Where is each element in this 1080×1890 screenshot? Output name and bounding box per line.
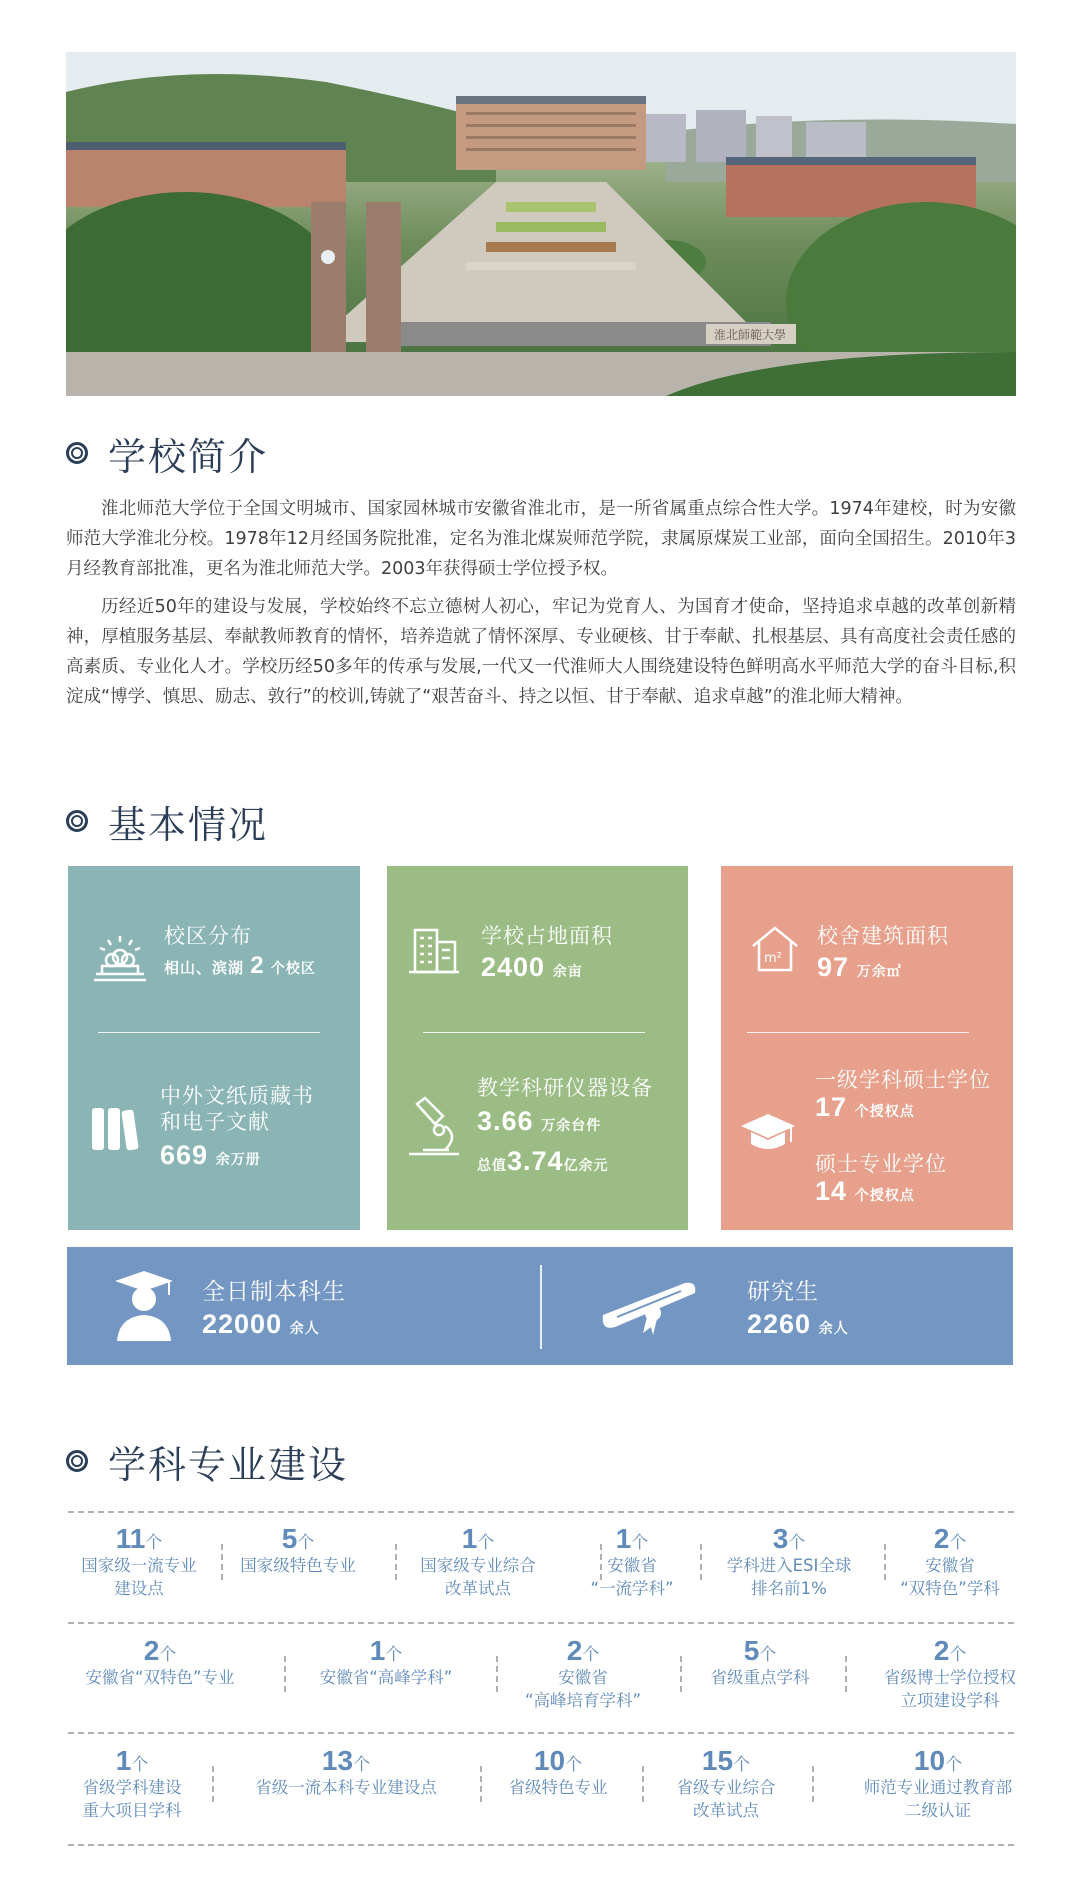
- area-count: 2400: [481, 952, 546, 982]
- stat-desc-line1: 安徽省: [558, 1668, 608, 1687]
- grid-divider: [68, 1732, 1014, 1734]
- stat-number: 2: [566, 1635, 583, 1666]
- gate-sign-text: 淮北師範大學: [714, 328, 787, 342]
- stat-desc-line2: 立项建设学科: [900, 1691, 1000, 1710]
- master-first-unit: 个授权点: [854, 1104, 915, 1120]
- stat-count: [22, 1746, 242, 1776]
- discipline-stat: [236, 1746, 456, 1799]
- basic-title-text: 基本情况: [108, 802, 269, 847]
- stat-number: 11: [115, 1523, 146, 1554]
- stat-desc-line1: 省级博士学位授权: [884, 1668, 1016, 1687]
- stat-desc-line1: 安徽省“双特色”专业: [85, 1668, 235, 1687]
- stat-number: 3: [772, 1523, 789, 1554]
- graduation-cap-icon: [739, 1110, 797, 1156]
- campus-gate-icon: [90, 930, 150, 982]
- circle-bullet-icon: [66, 442, 88, 464]
- area-label: 学校占地面积: [481, 924, 613, 948]
- card-divider: [98, 1032, 320, 1033]
- column-separator: [845, 1656, 847, 1692]
- building-icon: [407, 926, 461, 976]
- master-first-count: 17: [815, 1092, 848, 1122]
- building-count: 97: [817, 952, 850, 982]
- stat-number: 1: [461, 1523, 478, 1554]
- column-separator: [600, 1544, 602, 1580]
- master-first-value: [815, 1092, 915, 1123]
- circle-bullet-icon: [66, 1450, 88, 1472]
- intro-title-text: 学校简介: [108, 434, 269, 479]
- stat-count: [650, 1636, 870, 1666]
- graduate-count: 2260: [747, 1309, 812, 1339]
- stat-desc-line2: 二级认证: [905, 1801, 971, 1820]
- discipline-stat: [840, 1636, 1060, 1712]
- stat-desc-line1: 省级学科建设: [82, 1778, 182, 1797]
- discipline-stat: [840, 1524, 1060, 1600]
- card-area-equipment: [387, 866, 688, 1230]
- stat-desc-line2: 重大项目学科: [82, 1801, 182, 1820]
- stat-unit: 个: [565, 1755, 583, 1775]
- grid-divider: [68, 1844, 1014, 1846]
- undergrad-label: 全日制本科生: [202, 1279, 346, 1305]
- stat-unit: 个: [949, 1533, 967, 1553]
- stat-unit: 个: [145, 1533, 163, 1553]
- stat-desc-line1: 省级重点学科: [710, 1668, 810, 1687]
- library-value: [160, 1140, 261, 1171]
- stat-desc-line1: 省级专业综合: [676, 1778, 776, 1797]
- stat-desc-line2: 建设点: [114, 1579, 164, 1598]
- master-prof-count: 14: [815, 1176, 848, 1206]
- stat-number: 10: [913, 1745, 946, 1776]
- intro-title: [66, 428, 268, 478]
- card-divider: [540, 1265, 542, 1349]
- stat-number: 5: [743, 1635, 760, 1666]
- stat-number: 1: [115, 1745, 132, 1776]
- campus-photo: [66, 52, 1016, 396]
- stat-number: 2: [143, 1635, 160, 1666]
- discipline-title: [66, 1436, 348, 1486]
- graduate-student-icon: [111, 1269, 177, 1343]
- discipline-stat: [616, 1746, 836, 1822]
- stat-count: [236, 1746, 456, 1776]
- graduate-label: 研究生: [747, 1279, 819, 1305]
- grid-divider: [68, 1511, 1014, 1513]
- stat-count: [828, 1746, 1048, 1776]
- campus-label: 校区分布: [164, 924, 252, 948]
- stat-count: [50, 1636, 270, 1666]
- stat-desc-line2: “高峰培育学科”: [524, 1691, 642, 1710]
- card-divider: [423, 1032, 645, 1033]
- discipline-stat: [22, 1746, 242, 1822]
- graduate-value: [747, 1309, 849, 1340]
- building-label: 校舍建筑面积: [817, 924, 949, 948]
- stat-unit: 个: [353, 1755, 371, 1775]
- stat-unit: 个: [297, 1533, 315, 1553]
- column-separator: [812, 1766, 814, 1802]
- equipment-total: [477, 1146, 609, 1177]
- stat-desc-line2: “一流学科”: [590, 1579, 674, 1598]
- discipline-title-text: 学科专业建设: [108, 1442, 349, 1487]
- stat-unit: 个: [385, 1645, 403, 1665]
- campus-prefix: 相山、滨湖: [164, 959, 245, 977]
- stat-unit: 个: [759, 1645, 777, 1665]
- column-separator: [284, 1656, 286, 1692]
- column-separator: [496, 1656, 498, 1692]
- stat-unit: 个: [733, 1755, 751, 1775]
- master-first-label: 一级学科硕士学位: [815, 1068, 991, 1092]
- stat-unit: 个: [477, 1533, 495, 1553]
- card-campus-library: [68, 866, 360, 1230]
- undergrad-count: 22000: [202, 1309, 283, 1339]
- card-students: [67, 1247, 1013, 1365]
- campus-unit: 个校区: [270, 961, 316, 977]
- equipment-total-prefix: 总值: [477, 1158, 507, 1174]
- building-value: [817, 952, 902, 983]
- stat-desc-line1: 安徽省“高峰学科”: [319, 1668, 453, 1687]
- building-unit: 万余㎡: [856, 964, 902, 980]
- discipline-stat: [276, 1636, 496, 1689]
- stat-desc-line1: 安徽省: [607, 1556, 657, 1575]
- stat-number: 1: [369, 1635, 386, 1666]
- library-label-1: 中外文纸质藏书: [160, 1084, 314, 1108]
- stat-number: 10: [533, 1745, 566, 1776]
- stat-unit: 个: [159, 1645, 177, 1665]
- stat-number: 5: [281, 1523, 298, 1554]
- m2-text: m²: [764, 951, 782, 966]
- stat-unit: 个: [945, 1755, 963, 1775]
- undergrad-value: [202, 1309, 320, 1340]
- books-icon: [90, 1102, 144, 1154]
- basic-title: [66, 796, 268, 846]
- stat-desc-line2: “双特色”学科: [900, 1579, 1000, 1598]
- intro-paragraph-2: 历经近50年的建设与发展，学校始终不忘立德树人初心，牢记为党育人、为国育才使命，坚持追求卓越的改革创新精神，厚植服务基层、奉献教师教育的情怀，培养造就了情怀深厚、专业硬核、甘于奉献、扎根基层、具有高度社会责任感的高素质、专业化人才。学校历经50多年的传承与发展,一代又一代淮师大人围绕建设特色鲜明高水平师范大学的奋斗目标,积淀成“博学、慎思、励志、敦行”的校训,铸就了“艰苦奋斗、持之以恒、甘于奉献、追求卓越”的淮北师大精神。: [66, 597, 1016, 707]
- column-separator: [221, 1544, 223, 1580]
- stat-desc-line2: 改革试点: [693, 1801, 759, 1820]
- stat-number: 2: [933, 1523, 950, 1554]
- column-separator: [700, 1544, 702, 1580]
- stat-desc-line1: 学科进入ESI全球: [726, 1556, 852, 1575]
- stat-count: [276, 1636, 496, 1666]
- card-divider: [747, 1032, 969, 1033]
- column-separator: [680, 1656, 682, 1692]
- stat-number: 1: [615, 1523, 632, 1554]
- stat-number: 13: [321, 1745, 354, 1776]
- stat-unit: 个: [131, 1755, 149, 1775]
- equipment-count: 3.66: [477, 1106, 534, 1136]
- circle-bullet-icon: [66, 810, 88, 832]
- microscope-icon: [405, 1096, 463, 1158]
- master-prof-unit: 个授权点: [854, 1188, 915, 1204]
- stat-desc-line1: 国家级特色专业: [240, 1556, 356, 1575]
- master-prof-label: 硕士专业学位: [815, 1152, 947, 1176]
- library-count: 669: [160, 1140, 209, 1170]
- column-separator: [642, 1766, 644, 1802]
- grid-divider: [68, 1622, 1014, 1624]
- master-prof-value: [815, 1176, 915, 1207]
- card-building-degrees: [721, 866, 1013, 1230]
- stat-unit: 个: [631, 1533, 649, 1553]
- stat-count: [840, 1636, 1060, 1666]
- equipment-unit: 万余台件: [541, 1118, 602, 1134]
- discipline-stat: [828, 1746, 1048, 1822]
- area-unit: 余亩: [552, 964, 583, 980]
- stat-desc-line1: 国家级专业综合: [420, 1556, 536, 1575]
- column-separator: [884, 1544, 886, 1580]
- stat-number: 2: [933, 1635, 950, 1666]
- stat-desc-line2: 改革试点: [445, 1579, 511, 1598]
- stat-unit: 个: [788, 1533, 806, 1553]
- stat-unit: 个: [949, 1645, 967, 1665]
- column-separator: [395, 1544, 397, 1580]
- campus-count: 2: [250, 952, 265, 979]
- stat-desc-line1: 国家级一流专业: [81, 1556, 197, 1575]
- campus-value: [164, 952, 316, 980]
- graduate-unit: 余人: [818, 1321, 849, 1337]
- house-area-icon: [749, 924, 801, 974]
- library-unit: 余万册: [215, 1152, 261, 1168]
- stat-desc-line1: 省级一流本科专业建设点: [255, 1778, 437, 1797]
- equipment-label: 教学科研仪器设备: [477, 1076, 653, 1100]
- intro-paragraph-1: 淮北师范大学位于全国文明城市、国家园林城市安徽省淮北市，是一所省属重点综合性大学。1974年建校，时为安徽师范大学淮北分校。1978年12月经国务院批准，定名为淮北煤炭师范学院，隶属原煤炭工业部，面向全国招生。2010年3月经教育部批准，更名为淮北师范大学。2003年获得硕士学位授予权。: [66, 499, 1016, 579]
- area-value: [481, 952, 583, 983]
- stat-desc-line1: 安徽省: [925, 1556, 975, 1575]
- stat-desc-line1: 省级特色专业: [508, 1778, 608, 1797]
- equipment-total-value: 3.74: [507, 1146, 564, 1176]
- discipline-stat: [650, 1636, 870, 1689]
- column-separator: [480, 1766, 482, 1802]
- equipment-total-unit: 亿余元: [563, 1158, 609, 1174]
- undergrad-unit: 余人: [289, 1321, 320, 1337]
- stat-desc-line2: 排名前1%: [751, 1579, 827, 1598]
- discipline-stat: [50, 1636, 270, 1689]
- stat-count: [616, 1746, 836, 1776]
- stat-count: [840, 1524, 1060, 1554]
- stat-number: 15: [701, 1745, 734, 1776]
- column-separator: [212, 1766, 214, 1802]
- equipment-value: [477, 1106, 601, 1137]
- stat-desc-line1: 师范专业通过教育部: [863, 1778, 1013, 1797]
- library-label-2: 和电子文献: [160, 1110, 270, 1134]
- diploma-icon: [597, 1277, 701, 1335]
- stat-unit: 个: [582, 1645, 600, 1665]
